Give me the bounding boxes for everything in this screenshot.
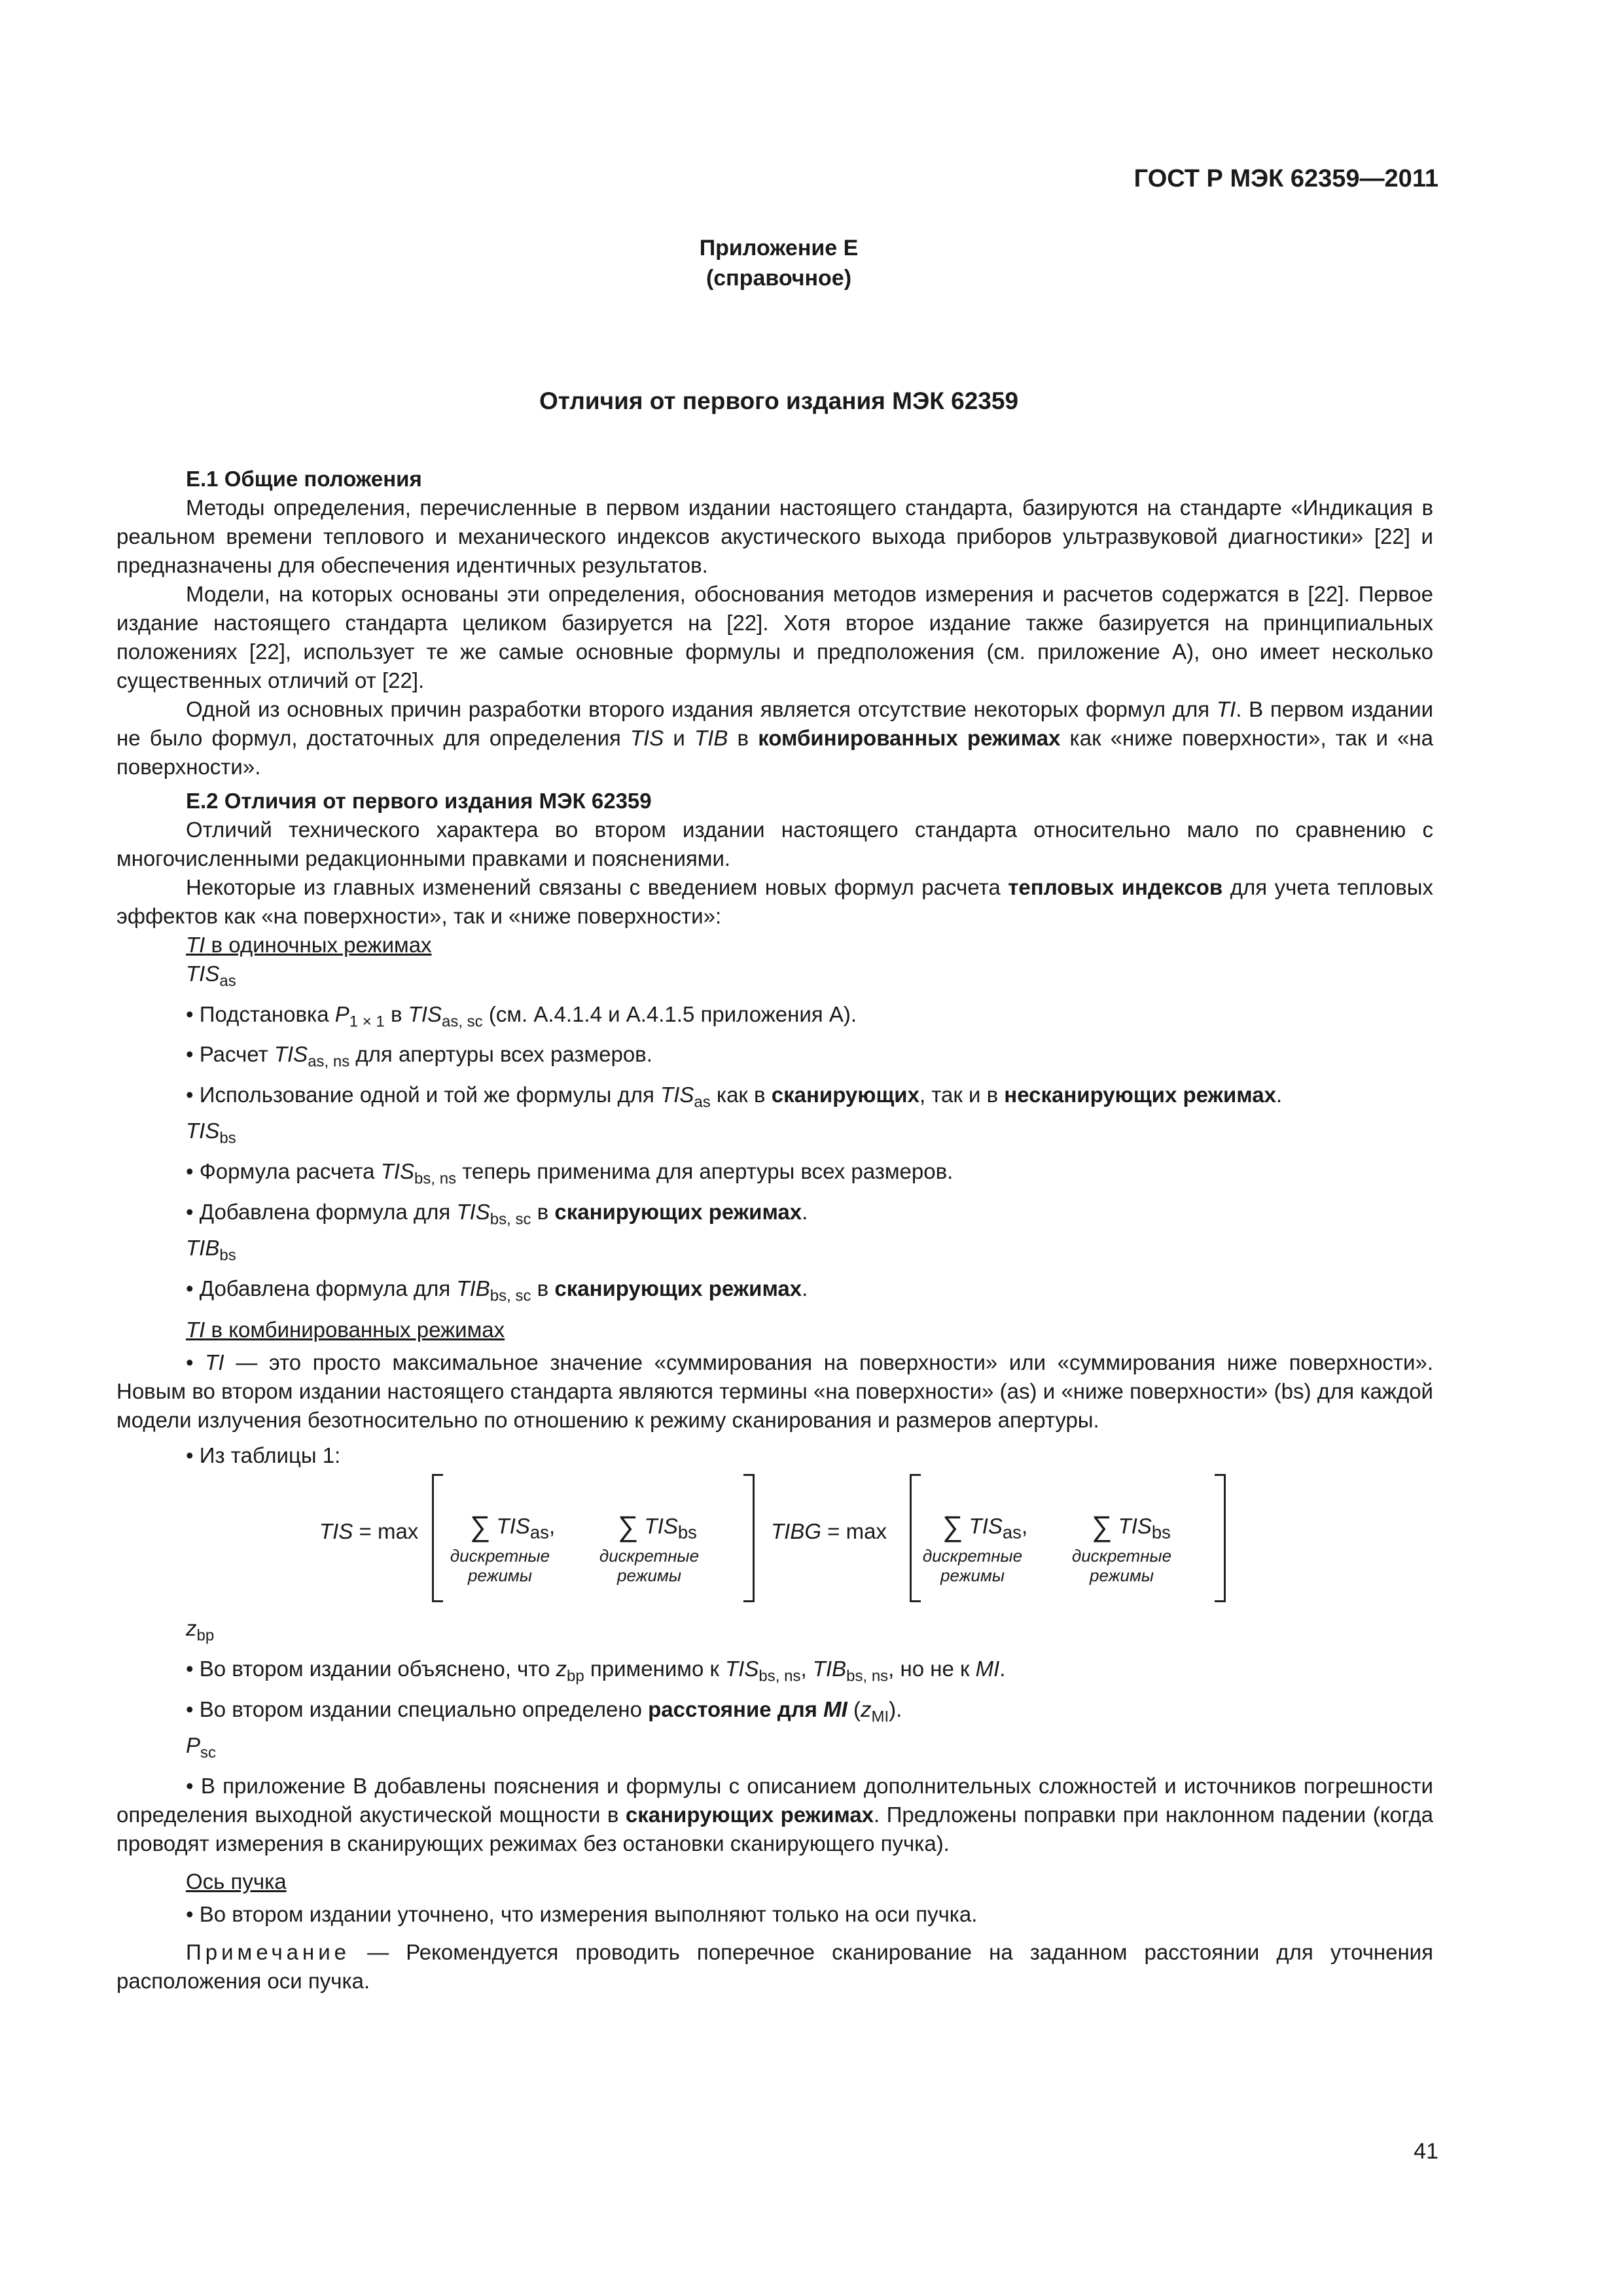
appendix-label: [0, 233, 1558, 293]
variable-label: $TIS_{bs}$: [186, 1119, 236, 1147]
list-item: • TI — это просто максимальное значение «суммирования на поверхности» или «суммирования ниже поверхности». Новым во втором издании настоящего стандарта являются термины «на поверхности» (as) и «ниже поверхности» (bs) для каждой модели излучения безотносительно по отношению к режиму сканирования и размеров апертуры.: [116, 1350, 1433, 1433]
formula-tibg: TIBG = max ∑ $TIS_{as}$, ∑ $TIS_{bs}$ дискретные режимы дискретные режимы: [771, 1474, 1373, 1598]
paragraph: Методы определения, перечисленные в первом издании настоящего стандарта, базируются на стандарте «Индикация в реальном времени теплового и механического индексов акустического выхода приборов ультразвуковой диагностики» [22] и предназначены для обеспечения идентичных результатов.: [116, 495, 1433, 577]
variable-label: $P_{sc}$: [186, 1733, 217, 1762]
section-heading: Е.2 Отличия от первого издания МЭК 62359: [186, 789, 652, 813]
list-item: • Формула расчета $TIS_{bs, ns}$ теперь применима для апертуры всех размеров.: [186, 1158, 954, 1188]
formula-block: [116, 1474, 1433, 1605]
paragraph: Одной из основных причин разработки второго издания является отсутствие некоторых формул для TI. В первом издании не было формул, достаточных для определения TIS и TIB в комбинированных режимах как «ниже поверхности», так и «на поверхности».: [116, 697, 1434, 779]
standard-code: ГОСТ Р МЭК 62359—2011: [1133, 165, 1438, 192]
variable-label: $TIS_{as}$: [186, 961, 236, 990]
list-item: • Во втором издании специально определено расстояние для MI $(z_{MI})$.: [186, 1696, 902, 1726]
list-item: • Во втором издании уточнено, что измерения выполняют только на оси пучка.: [186, 1901, 978, 1926]
subheading-combined-modes: TI в комбинированных режимах: [186, 1318, 505, 1342]
list-item: • В приложение В добавлены пояснения и формулы с описанием дополнительных сложностей и источников погрешности определения выходной акустической мощности в сканирующих режимах. Предложены поправки при наклонном падении (когда проводят измерения в сканирующих режимах без остановки сканирующего пучка).: [116, 1773, 1434, 1856]
appendix-title: Приложение Е: [699, 236, 859, 260]
paragraph: Отличий технического характера во втором издании настоящего стандарта относительно мало по сравнению с многочисленными редакционными правками и пояснениями.: [116, 817, 1433, 870]
bracket-right: [1215, 1474, 1226, 1602]
sum-index-label: дискретные режимы: [1071, 1546, 1172, 1586]
section-heading: Е.1 Общие положения: [186, 467, 422, 491]
document-body: [116, 462, 1433, 1996]
note: Примечание — Рекомендуется проводить поперечное сканирование на заданном расстоянии для уточнения расположения оси пучка.: [116, 1939, 1433, 1993]
list-item: • Использование одной и той же формулы для $TIS_{as}$ как в сканирующих, так и в несканирующих режимах.: [186, 1082, 1283, 1111]
note-label: Примечание: [186, 1939, 351, 1964]
list-item: • Добавлена формула для $TIS_{bs, sc}$ в сканирующих режимах.: [186, 1199, 808, 1229]
appendix-type: (справочное): [705, 266, 852, 291]
page-title: Отличия от первого издания МЭК 62359: [539, 387, 1019, 414]
sum-index-label: дискретные режимы: [599, 1546, 700, 1586]
bracket-right: [743, 1474, 755, 1602]
variable-label: $TIB_{bs}$: [186, 1236, 236, 1265]
subheading-beam-axis: Ось пучка: [186, 1869, 287, 1893]
list-item: • Из таблицы 1:: [186, 1443, 341, 1468]
list-item: • Добавлена формула для $TIB_{bs, sc}$ в сканирующих режимах.: [186, 1276, 808, 1305]
list-item: • Подстановка $P_{1 \times 1}$ в $TIS_{as, sc}$ (см. А.4.1.4 и А.4.1.5 приложения А).: [186, 1001, 857, 1031]
list-item: • Во втором издании объяснено, что $z_{bp}$ применимо к $TIS_{bs, ns}$, $TIB_{bs, ns}$, но не к MI.: [186, 1656, 1006, 1685]
sum-index-label: дискретные режимы: [922, 1546, 1023, 1586]
variable-label: $z_{bp}$: [186, 1616, 215, 1645]
list-item: • Расчет $TIS_{as, ns}$ для апертуры всех размеров.: [186, 1042, 652, 1071]
subheading-single-modes: TI в одиночных режимах: [186, 933, 432, 957]
sum-index-label: дискретные режимы: [450, 1546, 550, 1586]
paragraph: Некоторые из главных изменений связаны с введением новых формул расчета тепловых индексов для учета тепловых эффектов как «на поверхности», так и «ниже поверхности»:: [116, 875, 1433, 928]
formula-tis: TIS = max ∑ $TIS_{as}$, ∑ $TIS_{bs}$ дискретные режимы дискретные режимы: [319, 1474, 876, 1598]
page-number: 41: [1414, 2139, 1438, 2164]
paragraph: Модели, на которых основаны эти определения, обоснования методов измерения и расчетов содержатся в [22]. Первое издание настоящего стандарта целиком базируется на [22]. Хотя второе издание также базируется на принципиальных положениях [22], использует те же самые основные формулы и предположения (см. приложение А), оно имеет несколько существенных отличий от [22].: [116, 582, 1433, 692]
